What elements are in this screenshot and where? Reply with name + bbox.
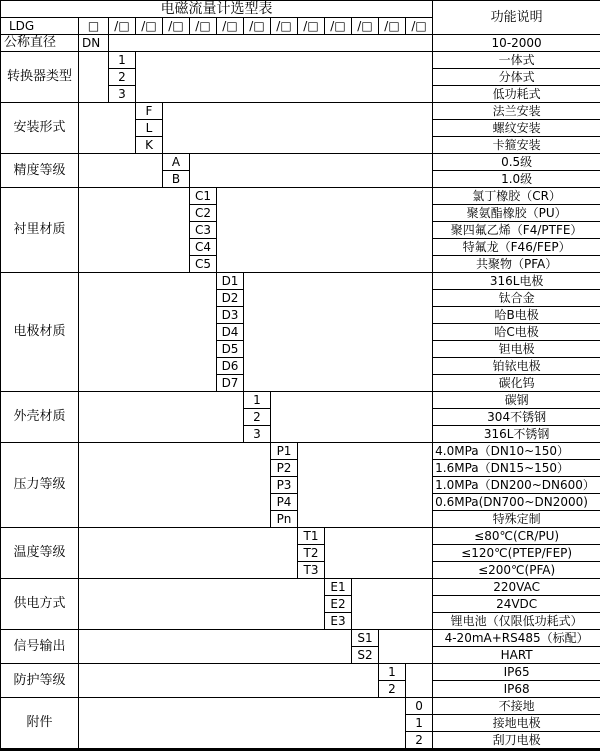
spacer-cell xyxy=(352,579,433,630)
code-cell: C1 xyxy=(190,188,217,205)
code-cell: D5 xyxy=(217,341,244,358)
description-cell: 铂铱电极 xyxy=(433,358,600,375)
code-cell: S1 xyxy=(352,630,379,647)
description-cell: 碳钢 xyxy=(433,392,600,409)
category-label-housing-material: 外壳材质 xyxy=(1,392,79,443)
code-cell: 3 xyxy=(244,426,271,443)
description-cell: 316L电极 xyxy=(433,273,600,290)
code-cell: D2 xyxy=(217,290,244,307)
description-cell: 低功耗式 xyxy=(433,86,600,103)
code-cell: T2 xyxy=(298,545,325,562)
model-code-slot: /□ xyxy=(217,18,244,35)
spacer-cell xyxy=(379,630,433,664)
description-cell: 碳化钨 xyxy=(433,375,600,392)
code-cell: D4 xyxy=(217,324,244,341)
category-label-temperature-rating: 温度等级 xyxy=(1,528,79,579)
description-cell: 特氟龙（F46/FEP） xyxy=(433,239,600,256)
description-cell: 一体式 xyxy=(433,52,600,69)
code-cell: B xyxy=(163,171,190,188)
spacer-cell xyxy=(163,103,433,154)
description-cell: 0.5级 xyxy=(433,154,600,171)
category-label-diameter: 公称直径 xyxy=(1,35,79,52)
code-cell: P3 xyxy=(271,477,298,494)
category-label-liner-material: 衬里材质 xyxy=(1,188,79,273)
spacer-cell xyxy=(244,273,433,392)
model-code-slot: /□ xyxy=(379,18,406,35)
category-label-power-supply: 供电方式 xyxy=(1,579,79,630)
code-cell: S2 xyxy=(352,647,379,664)
description-cell: IP68 xyxy=(433,681,600,698)
category-label-installation: 安装形式 xyxy=(1,103,79,154)
model-code-box: □ xyxy=(79,18,109,35)
description-cell: ≤80℃(CR/PU) xyxy=(433,528,600,545)
spacer-cell xyxy=(298,443,433,528)
description-cell: 不接地 xyxy=(433,698,600,715)
code-cell: 2 xyxy=(406,732,433,750)
description-cell: 法兰安装 xyxy=(433,103,600,120)
code-cell: K xyxy=(136,137,163,154)
spacer-cell xyxy=(79,52,109,103)
description-cell: 316L不锈钢 xyxy=(433,426,600,443)
code-cell: P2 xyxy=(271,460,298,477)
category-label-accuracy: 精度等级 xyxy=(1,154,79,188)
description-cell: 1.6MPa（DN15~150） xyxy=(433,460,600,477)
description-cell: 1.0级 xyxy=(433,171,600,188)
code-cell: 1 xyxy=(406,715,433,732)
description-cell: 0.6MPa(DN700~DN2000) xyxy=(433,494,600,511)
description-cell: 10-2000 xyxy=(433,35,600,52)
description-cell: 4.0MPa（DN10~150） xyxy=(433,443,600,460)
code-cell: 2 xyxy=(109,69,136,86)
model-code-slot: /□ xyxy=(190,18,217,35)
description-cell: 哈B电极 xyxy=(433,307,600,324)
spacer-cell xyxy=(406,664,433,698)
code-cell: C5 xyxy=(190,256,217,273)
code-cell: C2 xyxy=(190,205,217,222)
model-code-slot: /□ xyxy=(406,18,433,35)
spacer-cell xyxy=(190,154,433,188)
code-cell: 2 xyxy=(379,681,406,698)
category-label-converter-type: 转换器类型 xyxy=(1,52,79,103)
description-cell: 螺纹安装 xyxy=(433,120,600,137)
description-cell: 锂电池（仅限低功耗式） xyxy=(433,613,600,630)
spacer-cell xyxy=(325,528,433,579)
model-code-slot: /□ xyxy=(298,18,325,35)
code-cell: T1 xyxy=(298,528,325,545)
model-code-slot: /□ xyxy=(325,18,352,35)
spacer-cell xyxy=(79,188,190,273)
code-cell: 3 xyxy=(109,86,136,103)
category-label-pressure-rating: 压力等级 xyxy=(1,443,79,528)
code-cell: D7 xyxy=(217,375,244,392)
description-cell: 分体式 xyxy=(433,69,600,86)
spacer-cell xyxy=(79,698,406,750)
spacer-cell xyxy=(79,443,271,528)
model-code-slot: /□ xyxy=(271,18,298,35)
description-cell: 共聚物（PFA） xyxy=(433,256,600,273)
description-cell: IP65 xyxy=(433,664,600,681)
spacer-cell xyxy=(79,103,136,154)
category-label-electrode-material: 电极材质 xyxy=(1,273,79,392)
description-cell: 聚四氟乙烯（F4/PTFE） xyxy=(433,222,600,239)
spacer-cell xyxy=(79,392,244,443)
spacer-cell xyxy=(109,35,433,52)
code-cell: 1 xyxy=(244,392,271,409)
spacer-cell xyxy=(79,664,379,698)
spacer-cell xyxy=(136,52,433,103)
description-cell: HART xyxy=(433,647,600,664)
category-label-protection-rating: 防护等级 xyxy=(1,664,79,698)
model-code-slot: /□ xyxy=(244,18,271,35)
description-cell: 304不锈钢 xyxy=(433,409,600,426)
code-cell: 1 xyxy=(379,664,406,681)
description-cell: ≤200℃(PFA) xyxy=(433,562,600,579)
function-column-header: 功能说明 xyxy=(433,1,600,35)
spacer-cell xyxy=(79,528,298,579)
code-cell: L xyxy=(136,120,163,137)
code-cell: D6 xyxy=(217,358,244,375)
category-label-signal-output: 信号输出 xyxy=(1,630,79,664)
description-cell: 1.0MPa（DN200~DN600） xyxy=(433,477,600,494)
code-cell: E3 xyxy=(325,613,352,630)
category-label-accessories: 附件 xyxy=(1,698,79,750)
code-cell-dn: DN xyxy=(79,35,109,52)
spacer-cell xyxy=(217,188,433,273)
code-cell: D3 xyxy=(217,307,244,324)
description-cell: 钛合金 xyxy=(433,290,600,307)
spacer-cell xyxy=(79,273,217,392)
model-code-slot: /□ xyxy=(136,18,163,35)
description-cell: 卡箍安装 xyxy=(433,137,600,154)
description-cell: 接地电极 xyxy=(433,715,600,732)
code-cell: 1 xyxy=(109,52,136,69)
description-cell: 聚氨酯橡胶（PU） xyxy=(433,205,600,222)
table-title: 电磁流量计选型表 xyxy=(1,1,433,18)
code-cell: E1 xyxy=(325,579,352,596)
code-cell: D1 xyxy=(217,273,244,290)
code-cell: 0 xyxy=(406,698,433,715)
code-cell: Pn xyxy=(271,511,298,528)
description-cell: 哈C电极 xyxy=(433,324,600,341)
code-cell: P1 xyxy=(271,443,298,460)
code-cell: C4 xyxy=(190,239,217,256)
model-code-slot: /□ xyxy=(352,18,379,35)
description-cell: 刮刀电极 xyxy=(433,732,600,750)
description-cell: ≤120℃(PTEP/FEP) xyxy=(433,545,600,562)
description-cell: 钽电极 xyxy=(433,341,600,358)
code-cell: E2 xyxy=(325,596,352,613)
spacer-cell xyxy=(79,154,163,188)
spacer-cell xyxy=(79,579,325,630)
spacer-cell xyxy=(79,630,352,664)
model-code-slot: /□ xyxy=(109,18,136,35)
model-code-slot: /□ xyxy=(163,18,190,35)
description-cell: 4-20mA+RS485（标配） xyxy=(433,630,600,647)
code-cell: C3 xyxy=(190,222,217,239)
description-cell: 24VDC xyxy=(433,596,600,613)
code-cell: 2 xyxy=(244,409,271,426)
description-cell: 特殊定制 xyxy=(433,511,600,528)
description-cell: 氯丁橡胶（CR） xyxy=(433,188,600,205)
model-code: LDG xyxy=(1,18,79,35)
spacer-cell xyxy=(271,392,433,443)
code-cell: T3 xyxy=(298,562,325,579)
code-cell: F xyxy=(136,103,163,120)
code-cell: A xyxy=(163,154,190,171)
description-cell: 220VAC xyxy=(433,579,600,596)
code-cell: P4 xyxy=(271,494,298,511)
